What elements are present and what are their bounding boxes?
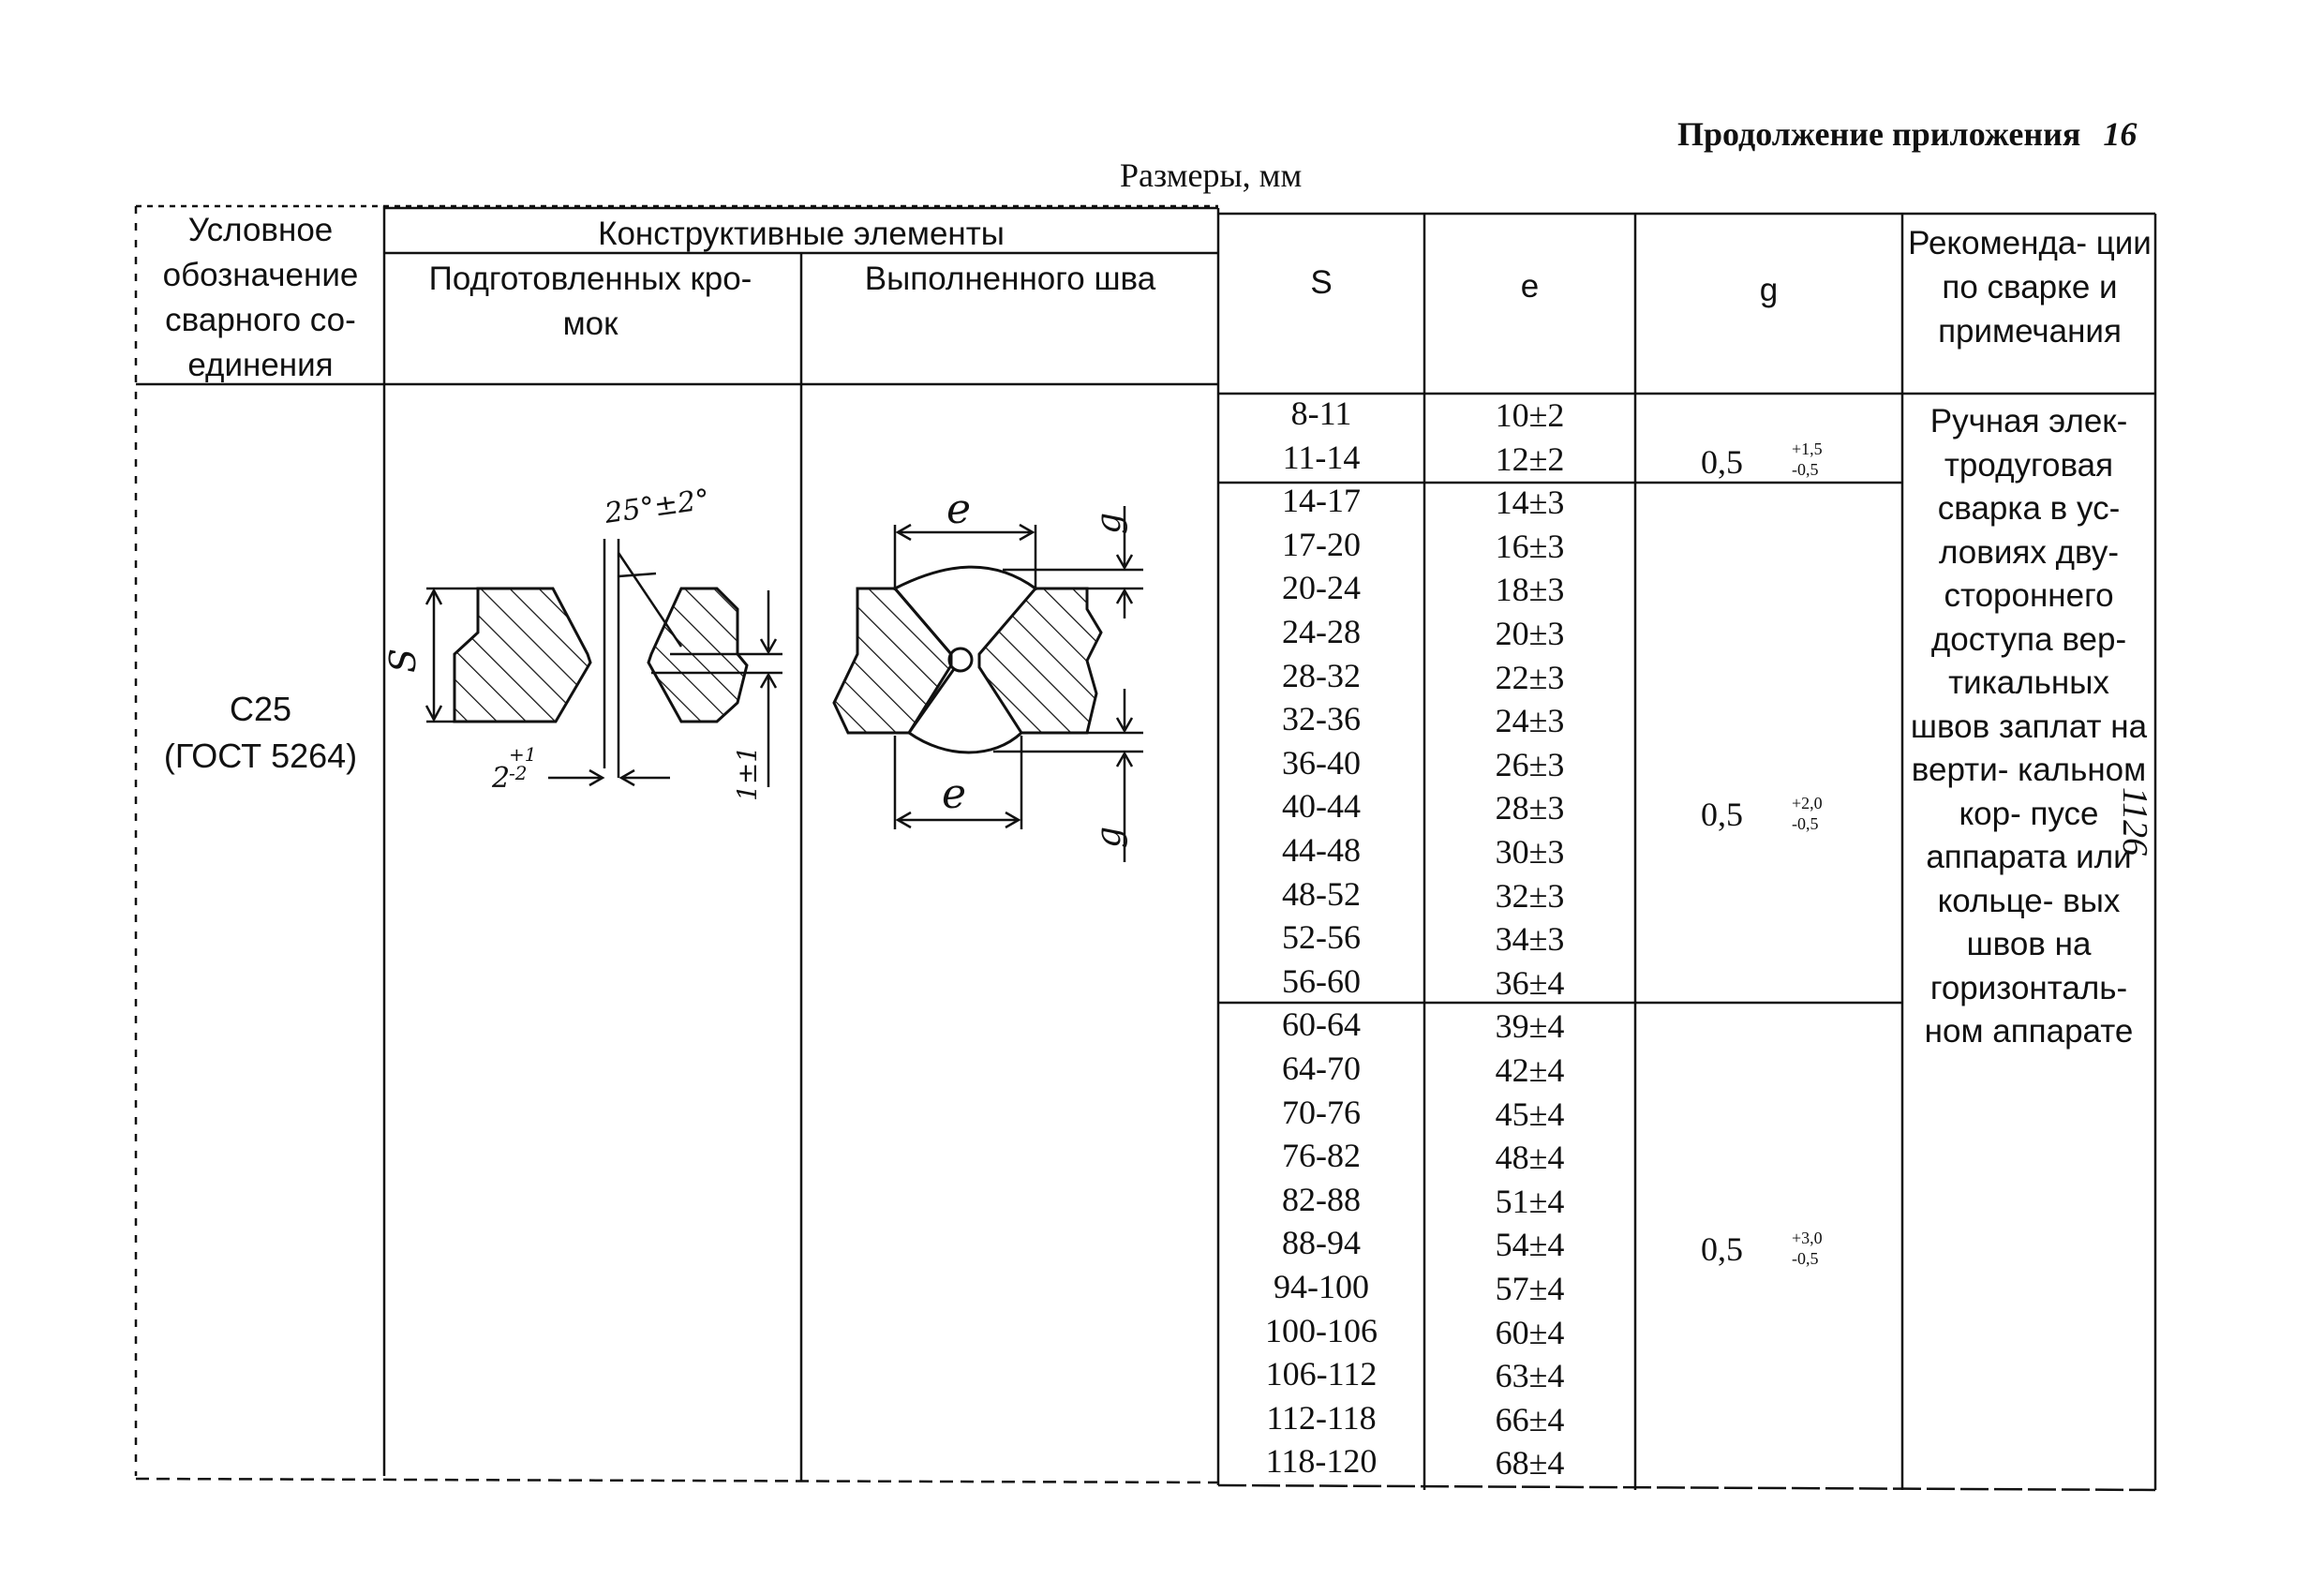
cell-e: 42±4 xyxy=(1495,1051,1565,1089)
cell-s: 100-106 xyxy=(1265,1311,1378,1349)
cell-s: 82-88 xyxy=(1282,1180,1361,1218)
reinforcement-label-top: g xyxy=(1090,512,1128,534)
header-s: S xyxy=(1310,264,1333,301)
cell-s: 11-14 xyxy=(1282,438,1361,476)
cell-e: 39±4 xyxy=(1495,1007,1565,1046)
cell-s: 44-48 xyxy=(1282,831,1361,869)
cell-s: 76-82 xyxy=(1282,1137,1361,1175)
cell-e: 12±2 xyxy=(1495,439,1565,478)
units-label: Размеры, мм xyxy=(1120,156,1303,194)
cell-s: 48-52 xyxy=(1282,874,1361,913)
header-design-elements: Конструктивные элементы xyxy=(598,216,1005,252)
cell-e: 28±3 xyxy=(1495,789,1565,827)
cell-e: 26±3 xyxy=(1495,745,1565,783)
cell-e: 48±4 xyxy=(1495,1139,1565,1177)
joint-code: С25 xyxy=(229,690,292,728)
cell-s: 24-28 xyxy=(1282,613,1361,650)
cell-e: 60±4 xyxy=(1495,1313,1565,1351)
cell-e: 45±4 xyxy=(1495,1095,1565,1133)
cell-s: 64-70 xyxy=(1282,1050,1361,1087)
width-label-bottom: e xyxy=(942,770,967,818)
cell-s: 106-112 xyxy=(1265,1355,1378,1393)
cell-e: 20±3 xyxy=(1495,615,1565,652)
joint-standard: (ГОСТ 5264) xyxy=(163,737,358,775)
cell-e: 51±4 xyxy=(1495,1182,1565,1220)
cell-s: 52-56 xyxy=(1282,918,1361,957)
cell-e: 57±4 xyxy=(1495,1270,1565,1307)
header-finished-weld: Выполненного шва xyxy=(864,261,1156,297)
g-tol-plus-2: +2,0 xyxy=(1792,794,1823,812)
recommendation-text: Ручная элек- тродуговая сварка в ус- ловиях дву- стороннего доступа вер- тикальных швов заплат на верти- кальном кор- пусе аппарата или кольце- вых швов на горизонталь- ном аппарате xyxy=(1910,403,2148,1050)
g-tol-minus-3: -0,5 xyxy=(1792,1249,1819,1268)
g-tol-minus-2: -0,5 xyxy=(1792,814,1819,833)
root-label: 1±1 xyxy=(732,745,763,801)
angle-label: 25°±2° xyxy=(603,483,712,530)
cell-s: 20-24 xyxy=(1282,569,1361,607)
header-text: Продолжение приложения xyxy=(1677,115,2081,153)
prepared-edges-drawing xyxy=(382,469,801,843)
cell-s: 118-120 xyxy=(1265,1442,1378,1481)
thickness-label: S xyxy=(382,648,424,673)
gap-tol-plus: +1 xyxy=(509,743,537,766)
cell-e: 10±2 xyxy=(1495,396,1565,434)
g-value-1: 0,5 xyxy=(1701,443,1743,481)
cell-e: 32±3 xyxy=(1495,876,1565,915)
cell-e: 18±3 xyxy=(1495,571,1565,609)
cell-e: 54±4 xyxy=(1495,1226,1565,1264)
cell-e: 24±3 xyxy=(1495,702,1565,740)
cell-e: 66±4 xyxy=(1495,1400,1565,1438)
cell-e: 14±3 xyxy=(1495,484,1565,522)
cell-s: 17-20 xyxy=(1282,525,1361,563)
header-e: e xyxy=(1520,268,1540,305)
cell-s: 14-17 xyxy=(1282,482,1361,520)
bottom-reinforcement xyxy=(909,733,1021,752)
cell-s: 94-100 xyxy=(1274,1268,1369,1305)
header-g: g xyxy=(1759,272,1779,308)
gap-tol-minus: -2 xyxy=(509,762,528,784)
cell-e: 22±3 xyxy=(1495,658,1565,696)
cell-e: 16±3 xyxy=(1495,527,1565,565)
gap-label: 2 xyxy=(492,762,511,795)
left-part xyxy=(834,588,951,733)
right-part xyxy=(979,588,1101,733)
cell-s: 112-118 xyxy=(1266,1398,1377,1437)
cell-s: 32-36 xyxy=(1282,700,1361,738)
g-tolerance-1 xyxy=(1792,439,1823,480)
left-plate xyxy=(454,588,590,722)
cell-s: 36-40 xyxy=(1282,743,1361,782)
cell-s: 56-60 xyxy=(1282,961,1361,1000)
cell-e: 68±4 xyxy=(1495,1444,1565,1482)
g-value-3: 0,5 xyxy=(1701,1230,1743,1268)
cell-s: 40-44 xyxy=(1282,787,1361,826)
reinforcement-label-bottom: g xyxy=(1090,826,1128,848)
g-tol-plus-1: +1,5 xyxy=(1792,439,1823,458)
cell-e: 63±4 xyxy=(1495,1357,1565,1395)
cell-s: 28-32 xyxy=(1282,656,1361,694)
g-tolerance-2 xyxy=(1792,793,1823,834)
width-label-top: e xyxy=(946,485,972,533)
header-number: 16 xyxy=(2103,115,2138,153)
g-tol-plus-3: +3,0 xyxy=(1792,1229,1823,1247)
side-page-number: 1126 xyxy=(2115,787,2154,857)
header-designation: Условное обозначение сварного со- единения xyxy=(162,212,359,383)
g-value-2: 0,5 xyxy=(1701,796,1743,833)
cell-s: 88-94 xyxy=(1282,1224,1361,1262)
cell-s: 60-64 xyxy=(1282,1006,1361,1044)
cell-e: 30±3 xyxy=(1495,833,1565,871)
header-prepared-edges: Подготовленных кро- мок xyxy=(428,261,752,342)
cell-e: 36±4 xyxy=(1495,963,1565,1002)
header-recommendations: Рекоменда- ции по сварке и примечания xyxy=(1908,225,2152,350)
finished-weld-drawing xyxy=(806,469,1218,881)
cell-s: 70-76 xyxy=(1282,1093,1361,1131)
cell-e: 34±3 xyxy=(1495,920,1565,959)
cell-s: 8-11 xyxy=(1290,395,1352,432)
g-tol-minus-1: -0,5 xyxy=(1792,460,1819,479)
g-tolerance-3 xyxy=(1792,1228,1823,1269)
